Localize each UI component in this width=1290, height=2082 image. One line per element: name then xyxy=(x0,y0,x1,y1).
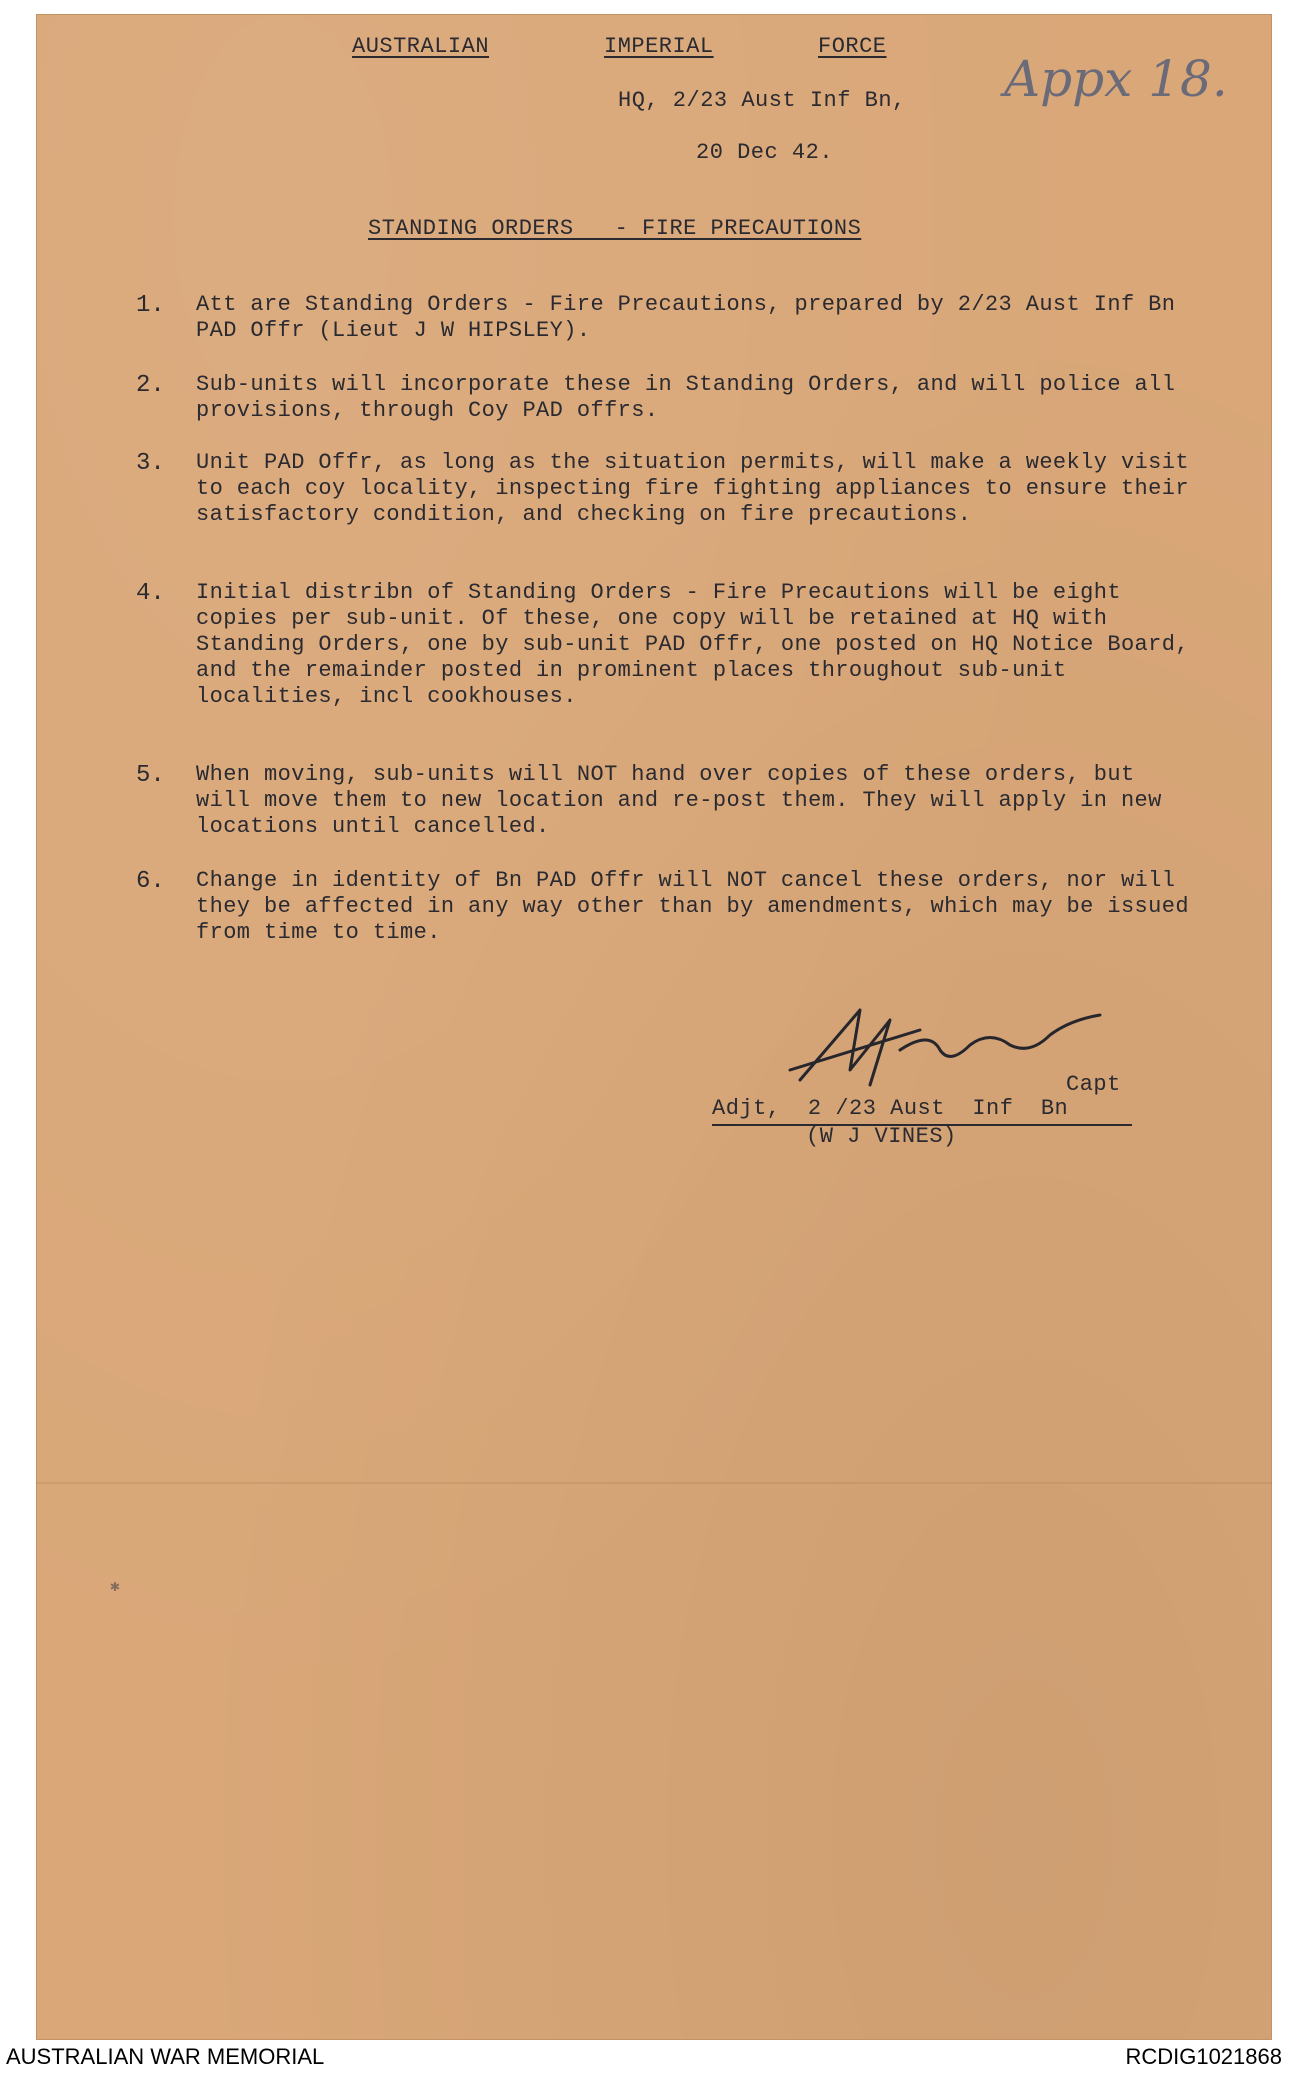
signatory-name: (W J VINES) xyxy=(806,1124,957,1149)
paragraph-number: 4. xyxy=(136,580,165,607)
unit-line: HQ, 2/23 Aust Inf Bn, xyxy=(618,88,906,113)
footer-archive-name: AUSTRALIAN WAR MEMORIAL xyxy=(6,2044,325,2069)
footer-record-id: RCDIG1021868 xyxy=(1125,2044,1282,2069)
paragraph-text: Change in identity of Bn PAD Offr will NOT cancel these orders, nor will they be affected in any way other than by amendments, which may be issued from time to time. xyxy=(196,868,1189,945)
document-date: 20 Dec 42. xyxy=(696,140,834,165)
paragraph-number: 2. xyxy=(136,372,165,399)
paragraph-text: Initial distribn of Standing Orders - Fire Precautions will be eight copies per sub-unit. Of these, one copy will be retained at HQ with Standing Orders, one by sub-unit PAD Offr, one posted on HQ Notice Board, and the remainder posted in prominent places throughout sub-unit localities, incl cookhouses. xyxy=(196,580,1189,709)
paragraph-text: Sub-units will incorporate these in Standing Orders, and will police all provisions, through Coy PAD offrs. xyxy=(196,372,1176,423)
signatory-appointment: Adjt, 2 /23 Aust Inf Bn xyxy=(712,1096,1069,1121)
paragraph-number: 3. xyxy=(136,450,165,477)
signatory-rank: Capt xyxy=(1066,1072,1121,1097)
paragraph-number: 5. xyxy=(136,762,165,789)
header-word-force: FORCE xyxy=(818,34,887,59)
header-word-imperial: IMPERIAL xyxy=(604,34,714,59)
header-word-australian: AUSTRALIAN xyxy=(352,34,490,59)
paper-fold xyxy=(36,1482,1272,1484)
paragraph-text: When moving, sub-units will NOT hand over copies of these orders, but will move them to new location and re-post them. They will apply in new locations until cancelled. xyxy=(196,762,1162,839)
appendix-annotation: Appx 18. xyxy=(1004,50,1228,108)
paper-speck: ✱ xyxy=(110,1578,120,1596)
document-title: STANDING ORDERS - FIRE PRECAUTIONS xyxy=(368,216,862,241)
paragraph-number: 6. xyxy=(136,868,165,895)
paragraph-text: Unit PAD Offr, as long as the situation permits, will make a weekly visit to each coy locality, inspecting fire fighting appliances to ensure their satisfactory condition, and checking on fire precautions. xyxy=(196,450,1189,527)
paragraph-number: 1. xyxy=(136,292,165,319)
paragraph-text: Att are Standing Orders - Fire Precautions, prepared by 2/23 Aust Inf Bn PAD Offr (Lieut J W HIPSLEY). xyxy=(196,292,1176,343)
